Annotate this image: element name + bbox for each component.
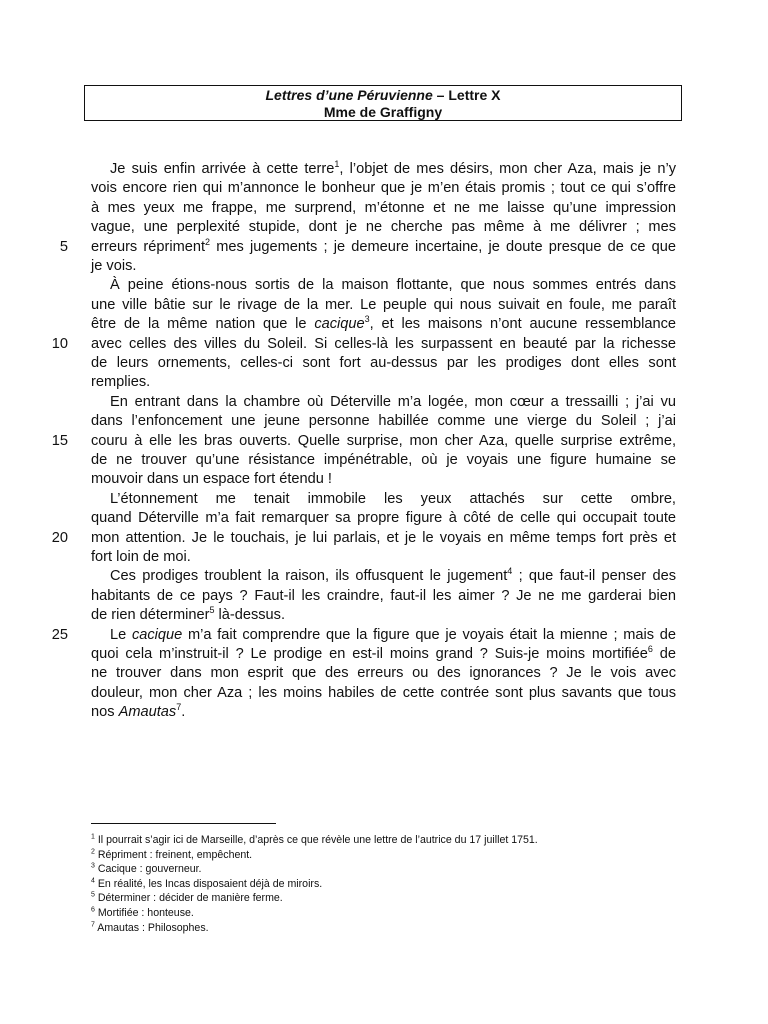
footnote xyxy=(91,862,202,876)
text-segment: avec celles des villes du Soleil. Si celles-là les surpassent en beauté par la richesse xyxy=(91,335,676,352)
italic-term: cacique xyxy=(131,626,183,643)
footnote-number: 6 xyxy=(91,906,95,914)
footnote-text: Il pourrait s’agir ici de Marseille, d’après ce que révèle une lettre de l’autrice du 17 juillet 1751. xyxy=(94,834,538,846)
footnote xyxy=(91,891,283,905)
text-line xyxy=(91,703,676,722)
footnote-ref: 4 xyxy=(507,566,513,577)
text-line xyxy=(110,490,676,509)
footnote-text: Répriment : freinent, empêchent. xyxy=(94,848,253,861)
footnote-number: 3 xyxy=(91,862,95,870)
text-line xyxy=(91,684,676,703)
text-line xyxy=(91,645,676,664)
footnote-text: Déterminer : décider de manière ferme. xyxy=(94,892,283,905)
title-dash: – xyxy=(432,87,449,103)
text-line xyxy=(91,451,676,470)
line-number: 25 xyxy=(51,626,68,643)
text-line xyxy=(91,606,676,625)
text-line xyxy=(91,548,676,567)
text-line xyxy=(91,296,676,315)
text-line xyxy=(91,373,676,392)
footnote-text: Amautas : Philosophes. xyxy=(94,921,209,934)
text-segment: ; que faut-il penser des xyxy=(512,568,676,585)
text-line xyxy=(91,179,676,198)
footnote-number: 2 xyxy=(91,848,95,856)
footnote xyxy=(91,921,209,935)
line-number: 5 xyxy=(59,238,68,255)
footnote-ref: 2 xyxy=(205,236,211,247)
footnote-number: 1 xyxy=(91,833,95,841)
text-segment: Je suis enfin arrivée à cette terre xyxy=(110,161,335,177)
letter-number: Lettre X xyxy=(448,87,501,103)
text-segment: mouvoir dans un espace fort étendu ! xyxy=(91,471,332,488)
footnote xyxy=(91,833,538,847)
text-line xyxy=(110,276,676,295)
text-segment: douleur, mon cher Aza ; les moins habiles de cette contrée sont plus savants que tous xyxy=(91,684,676,701)
title-line xyxy=(85,87,681,104)
text-segment: couru à elle les bras ouverts. Quelle surprise, mon cher Aza, quelle surprise extrême, xyxy=(91,432,676,449)
footnote xyxy=(91,906,194,920)
text-line xyxy=(91,335,676,354)
footnote xyxy=(91,877,322,891)
text-segment: être de la même nation que le xyxy=(91,316,315,333)
text-segment: erreurs répriment xyxy=(91,238,206,255)
text-segment: de ne trouver qu’une résistance impénétrable, où je voyais une figure humaine se xyxy=(91,452,676,468)
text-segment: L’étonnement me tenait immobile les yeux attachés sur cette ombre, xyxy=(110,490,676,507)
footnote-ref: 7 xyxy=(176,702,182,713)
text-segment: là-dessus. xyxy=(214,607,286,624)
footnote-ref: 3 xyxy=(364,314,370,325)
text-segment: à mes yeux me frappe, me surprend, m’étonne et ne me laisse qu’une impression xyxy=(91,199,676,216)
text-segment: quand Déterville m’a fait remarquer sa propre figure à côté de celle qui occupait toute xyxy=(91,510,676,527)
text-segment: de xyxy=(652,646,676,662)
line-number: 10 xyxy=(51,335,68,352)
text-segment: je vois. xyxy=(91,258,137,274)
text-segment: Le xyxy=(110,626,132,643)
text-segment: mes jugements ; je demeure incertaine, je doute presque de ce que xyxy=(210,238,677,255)
footnote-ref: 1 xyxy=(334,159,340,170)
text-line xyxy=(91,529,676,548)
text-line xyxy=(91,412,676,431)
text-segment: Ces prodiges troublent la raison, ils offusquent le jugement xyxy=(110,568,508,585)
title-box xyxy=(84,85,682,121)
text-line xyxy=(91,238,676,257)
text-line xyxy=(110,393,676,412)
text-segment: En entrant dans la chambre où Déterville m’a logée, mon cœur a tressailli ; j’ai vu xyxy=(110,393,676,410)
text-segment: ne trouver dans mon esprit que des erreurs ou des ignorances ? Je le vois avec xyxy=(91,665,676,682)
text-segment: fort loin de moi. xyxy=(91,549,191,565)
text-segment: m’a fait comprendre que la figure que je voyais était la mienne ; mais de xyxy=(182,626,676,643)
line-number: 15 xyxy=(51,432,68,449)
work-title: Lettres d’une Péruvienne xyxy=(265,87,433,103)
text-segment: de leurs ornements, celles-ci sont fort au-dessus par les prodiges dont elles sont xyxy=(91,355,676,371)
text-segment: vois encore rien qui m’annonce le bonheur que je m’en étais promis ; tout ce qui s’offre xyxy=(91,180,676,197)
text-segment: une ville bâtie sur le rivage de la mer. Le peuple qui nous suivait en foule, me paraît xyxy=(91,296,676,313)
text-line xyxy=(110,626,676,645)
text-line xyxy=(91,470,676,489)
footnote-ref: 5 xyxy=(209,605,215,616)
text-line xyxy=(91,509,676,528)
text-line xyxy=(91,432,676,451)
author-name: Mme de Graffigny xyxy=(323,103,443,120)
text-line xyxy=(91,587,676,606)
text-segment: habitants de ce pays ? Faut-il les craindre, faut-il les aimer ? Je ne me garderai bien xyxy=(91,587,676,604)
footnote-text: Cacique : gouverneur. xyxy=(94,863,202,876)
text-segment: dans l’enfoncement une jeune personne habillée comme une vierge du Soleil ; j’ai xyxy=(91,413,676,430)
text-line xyxy=(110,160,676,179)
footnote xyxy=(91,848,252,862)
text-segment: nos xyxy=(91,704,119,721)
text-segment: , l’objet de mes désirs, mon cher Aza, mais je n’y xyxy=(339,161,676,177)
footnote-text: En réalité, les Incas disposaient déjà de miroirs. xyxy=(94,877,323,890)
text-segment: . xyxy=(181,704,186,721)
italic-term: Amautas xyxy=(118,704,177,721)
text-segment: vague, une perplexité stupide, dont je ne cherche pas même à me délivrer ; mes xyxy=(91,219,676,236)
footnote-ref: 6 xyxy=(647,644,653,655)
footnote-number: 7 xyxy=(91,921,95,929)
text-line xyxy=(91,218,676,237)
text-segment: , et les maisons n’ont aucune ressemblance xyxy=(369,316,676,333)
italic-term: cacique xyxy=(314,316,365,333)
text-segment: À peine étions-nous sortis de la maison flottante, que nous sommes entrés dans xyxy=(110,277,676,294)
text-segment: de rien déterminer xyxy=(91,607,210,624)
text-segment: mon attention. Je le touchais, je lui parlais, et je le voyais en même temps fort près et xyxy=(91,529,676,546)
footnote-separator xyxy=(91,823,276,824)
text-line xyxy=(91,664,676,683)
footnote-text: Mortifiée : honteuse. xyxy=(94,907,194,919)
text-line xyxy=(91,354,676,373)
footnote-number: 5 xyxy=(91,891,95,899)
footnote-number: 4 xyxy=(91,877,95,885)
text-line xyxy=(110,567,676,586)
text-segment: remplies. xyxy=(91,374,151,391)
text-segment: quoi cela m’instruit-il ? Le prodige en est-il moins grand ? Suis-je moins mortifiée xyxy=(91,646,648,662)
text-line xyxy=(91,199,676,218)
text-line xyxy=(91,315,676,334)
line-number: 20 xyxy=(51,529,68,546)
text-line xyxy=(91,257,676,276)
